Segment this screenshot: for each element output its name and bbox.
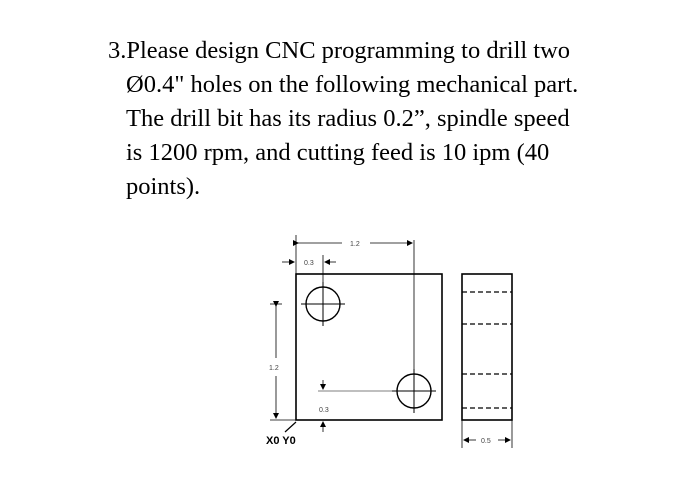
question-line-3: The drill bit has its radius 0.2”, spindle speed: [126, 105, 570, 132]
part-front-view: [296, 274, 442, 420]
dimension-left-height-label: 1.2: [269, 365, 279, 372]
origin-marker: [266, 422, 296, 447]
dimension-top-width: [296, 235, 412, 274]
question-line-1: 3.Please design CNC programming to drill two: [108, 37, 571, 64]
dimension-bottom-hole-offset: [318, 380, 392, 432]
dimension-side-thickness-label: 0.5: [481, 438, 491, 445]
dimension-top-width-label: 1.2: [350, 241, 360, 248]
question-line-5: points).: [126, 173, 201, 200]
question-line-4: is 1200 rpm, and cutting feed is 10 ipm (40: [126, 139, 550, 166]
hole-top-left: [301, 282, 345, 326]
dimension-top-hole-offset-label: 0.3: [304, 260, 314, 267]
dimension-top-hole-offset: [282, 255, 336, 287]
origin-label: X0 Y0: [266, 435, 296, 447]
hole-bottom-right: [392, 240, 436, 413]
dimension-left-height: [269, 304, 296, 420]
dimension-bottom-hole-offset-label: 0.3: [319, 407, 329, 414]
question-line-2: Ø0.4" holes on the following mechanical part.: [126, 71, 579, 98]
part-side-view: [462, 274, 512, 420]
dimension-side-thickness: [462, 420, 512, 448]
